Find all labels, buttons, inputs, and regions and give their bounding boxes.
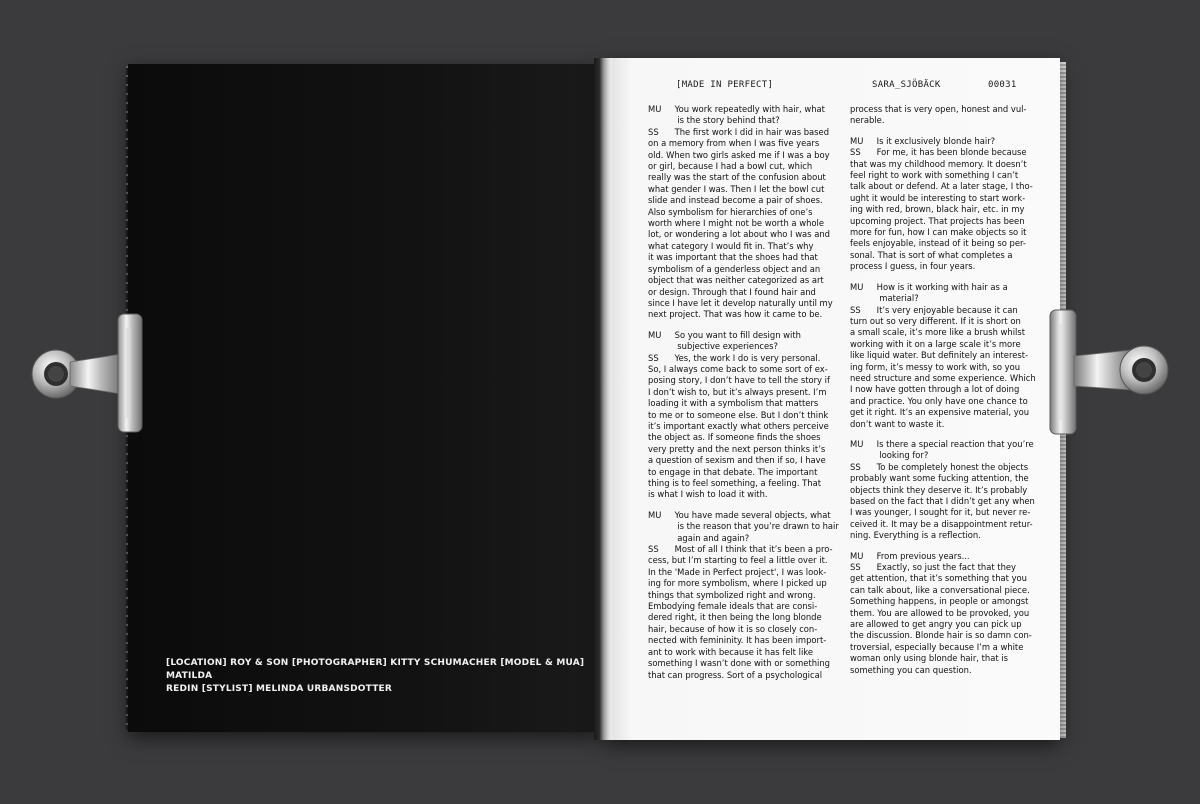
text-line: I was younger, I sought for it, but never re- — [850, 507, 1031, 518]
text-line: on a memory from when I was five years — [648, 138, 820, 149]
interview-paragraph — [850, 439, 1050, 542]
text-line: more for fun, how I can make objects so it — [850, 227, 1027, 238]
text-line: really was the start of the confusion about — [648, 172, 826, 183]
text-line: object that was neither categorized as art — [648, 275, 824, 286]
text-line: again and again? — [648, 532, 750, 543]
text-line: SS Exactly, so just the fact that they — [850, 562, 1016, 573]
text-line: working with it on a large scale it’s more — [850, 338, 1021, 349]
text-line: SS To be completely honest the objects — [850, 461, 1029, 472]
text-line: posing story, I don’t have to tell the story if — [648, 375, 830, 386]
text-line: ing form, it’s messy to work with, so you — [850, 361, 1021, 372]
text-line: SS The first work I did in hair was based — [648, 126, 830, 137]
binder-clip-left-icon — [26, 308, 152, 436]
text-line: can talk about, like a conversational piece. — [850, 584, 1030, 595]
text-line: In the 'Made in Perfect project', I was look- — [648, 566, 827, 577]
text-line: are allowed to get angry you can pick up — [850, 619, 1022, 630]
text-line: that was my childhood memory. It doesn’t — [850, 158, 1027, 169]
text-line: the object as. If someone finds the shoes — [648, 432, 821, 443]
text-line: need structure and some experience. Which — [850, 372, 1036, 383]
interview-paragraph — [648, 330, 848, 501]
credits-line: [LOCATION] ROY & SON [PHOTOGRAPHER] KITTY SCHUMACHER [MODEL & MUA] MATILDA — [166, 658, 585, 681]
text-line: process that is very open, honest and vul- — [850, 104, 1027, 114]
text-line: looking for? — [850, 450, 929, 461]
text-line: old. When two girls asked me if I was a boy — [648, 149, 830, 160]
text-line: that can progress. Sort of a psychological — [648, 669, 823, 680]
text-line: what category I would fit in. That’s why — [648, 240, 814, 251]
text-line: ning. Everything is a reflection. — [850, 530, 981, 541]
text-line: thing is to feel something, a feeling. That — [648, 478, 822, 488]
text-line: talk about or defend. At a later stage, I tho- — [850, 181, 1033, 192]
interview-column-2 — [850, 104, 1050, 685]
text-line: to engage in that debate. The important — [648, 466, 818, 477]
credits-line: REDIN [STYLIST] MELINDA URBANSDOTTER — [166, 684, 393, 694]
text-line: Embodying female ideals that are consi- — [648, 601, 818, 612]
text-line: like liquid water. But definitely an interest- — [850, 350, 1029, 361]
text-line: very pretty and the next person thinks it’s — [648, 443, 826, 454]
photo-credits — [166, 657, 586, 696]
text-line: So, I always come back to some sort of ex- — [648, 363, 828, 374]
binder-clip-right-icon — [1040, 306, 1174, 438]
text-line: feels enjoyable, instead of it being so per- — [850, 238, 1026, 249]
text-line: SS It’s very enjoyable because it can — [850, 304, 1018, 315]
text-line: is the story behind that? — [648, 115, 780, 126]
text-line: nected with femininity. It has been import- — [648, 635, 827, 646]
text-line: to me or to someone else. But I don’t think — [648, 409, 829, 420]
text-line: MU How is it working with hair as a — [850, 281, 1008, 292]
text-line: get it right. It’s an expensive material, you — [850, 407, 1030, 418]
text-line: something you can question. — [850, 664, 972, 675]
text-line: ant to work with because it has felt like — [648, 646, 813, 657]
interview-paragraph — [850, 104, 1050, 127]
text-line: cess, but I’m starting to feel a little over it. — [648, 555, 828, 566]
text-line: get attention, that it’s something that you — [850, 573, 1027, 584]
text-line: something I wasn’t done with or something — [648, 658, 830, 669]
text-line: slide and instead become a pair of shoes. — [648, 195, 823, 206]
text-line: probably want some fucking attention, the — [850, 473, 1029, 484]
text-line: the discussion. Blonde hair is so damn con- — [850, 630, 1032, 641]
interview-paragraph — [850, 551, 1050, 676]
text-line: feel right to work with something I can’t — [850, 170, 1019, 181]
text-line: MU You have made several objects, what — [648, 509, 831, 520]
text-line: things that symbolized right and wrong. — [648, 589, 816, 600]
text-line: turn out so very different. If it is short on — [850, 315, 1021, 326]
text-line: Something happens, in people or amongst — [850, 596, 1029, 607]
text-line: based on the fact that I didn’t get any when — [850, 496, 1035, 506]
running-header-section: [MADE IN PERFECT] — [676, 80, 774, 90]
text-line: SS Most of all I think that it’s been a pro- — [648, 544, 833, 555]
text-line: is the reason that you’re drawn to hair — [648, 521, 839, 532]
magazine-spine — [594, 58, 612, 740]
text-line: since I have let it develop naturally until my — [648, 297, 833, 308]
text-line: material? — [850, 293, 919, 304]
interview-paragraph — [850, 136, 1050, 273]
text-line: or design. Through that I found hair and — [648, 286, 816, 297]
page-number: 00031 — [988, 80, 1017, 90]
text-line: symbolism of a genderless object and an — [648, 263, 821, 274]
text-line: is what I wish to load it with. — [648, 489, 768, 500]
text-line: MU Is it exclusively blonde hair? — [850, 135, 996, 146]
interview-column-1 — [648, 104, 848, 690]
text-line: nerable. — [850, 115, 885, 126]
text-line: upcoming project. That projects has been — [850, 215, 1025, 226]
interview-paragraph — [850, 282, 1050, 430]
text-line: hair, because of how it is so closely con- — [648, 623, 818, 634]
text-line: ught it would be interesting to start work- — [850, 192, 1026, 203]
text-line: lot, or wondering a lot about who I was and — [648, 229, 830, 240]
text-line: Also symbolism for hierarchies of one’s — [648, 206, 813, 217]
text-line: SS Yes, the work I do is very personal. — [648, 352, 821, 363]
text-line: objects think they deserve it. It’s probably — [850, 484, 1028, 495]
text-line: a question of sexism and then if so, I have — [648, 455, 826, 466]
text-line: ing for more symbolism, where I picked up — [648, 578, 827, 589]
text-line: process I guess, in four years. — [850, 261, 976, 272]
text-line: sonal. That is sort of what completes a — [850, 249, 1013, 260]
text-line: ing with red, brown, black hair, etc. in my — [850, 204, 1025, 215]
text-line: worth where I might not be worth a whole — [648, 218, 824, 229]
running-header-author: SARA_SJÖBÄCK — [872, 80, 941, 90]
text-line: a small scale, it’s more like a brush whilst — [850, 327, 1025, 338]
text-line: I don’t wish to, but it’s always present. I’m — [648, 386, 827, 397]
text-line: it was important that the shoes had that — [648, 252, 818, 263]
text-line: what gender I was. Then I let the bowl cut — [648, 183, 825, 194]
text-line: loading it with a symbolism that matters — [648, 398, 819, 409]
text-line: SS For me, it has been blonde because — [850, 147, 1027, 158]
interview-paragraph — [648, 104, 848, 321]
text-line: and practice. You only have one chance to — [850, 395, 1028, 406]
text-line: I now have gotten through a lot of doing — [850, 384, 1020, 395]
text-line: or girl, because I had a bowl cut, which — [648, 161, 813, 172]
text-line: ceived it. It may be a disappointment retur- — [850, 518, 1033, 529]
interview-paragraph — [648, 510, 848, 681]
text-line: MU You work repeatedly with hair, what — [648, 104, 825, 114]
text-line: don’t want to waste it. — [850, 418, 945, 429]
text-line: troversial, especially because I’m a white — [850, 641, 1024, 652]
text-line: MU So you want to fill design with — [648, 329, 801, 340]
text-line: MU From previous years... — [850, 550, 970, 561]
text-line: next project. That was how it came to be. — [648, 309, 823, 320]
text-line: woman only using blonde hair, that is — [850, 653, 1008, 664]
text-line: them. You are allowed to be provoked, you — [850, 607, 1030, 618]
text-line: it’s important exactly what others perceive — [648, 420, 829, 431]
text-line: MU Is there a special reaction that you’re — [850, 438, 1034, 449]
text-line: subjective experiences? — [648, 341, 778, 352]
text-line: dered right, it then being the long blonde — [648, 612, 822, 623]
left-page — [128, 64, 600, 732]
